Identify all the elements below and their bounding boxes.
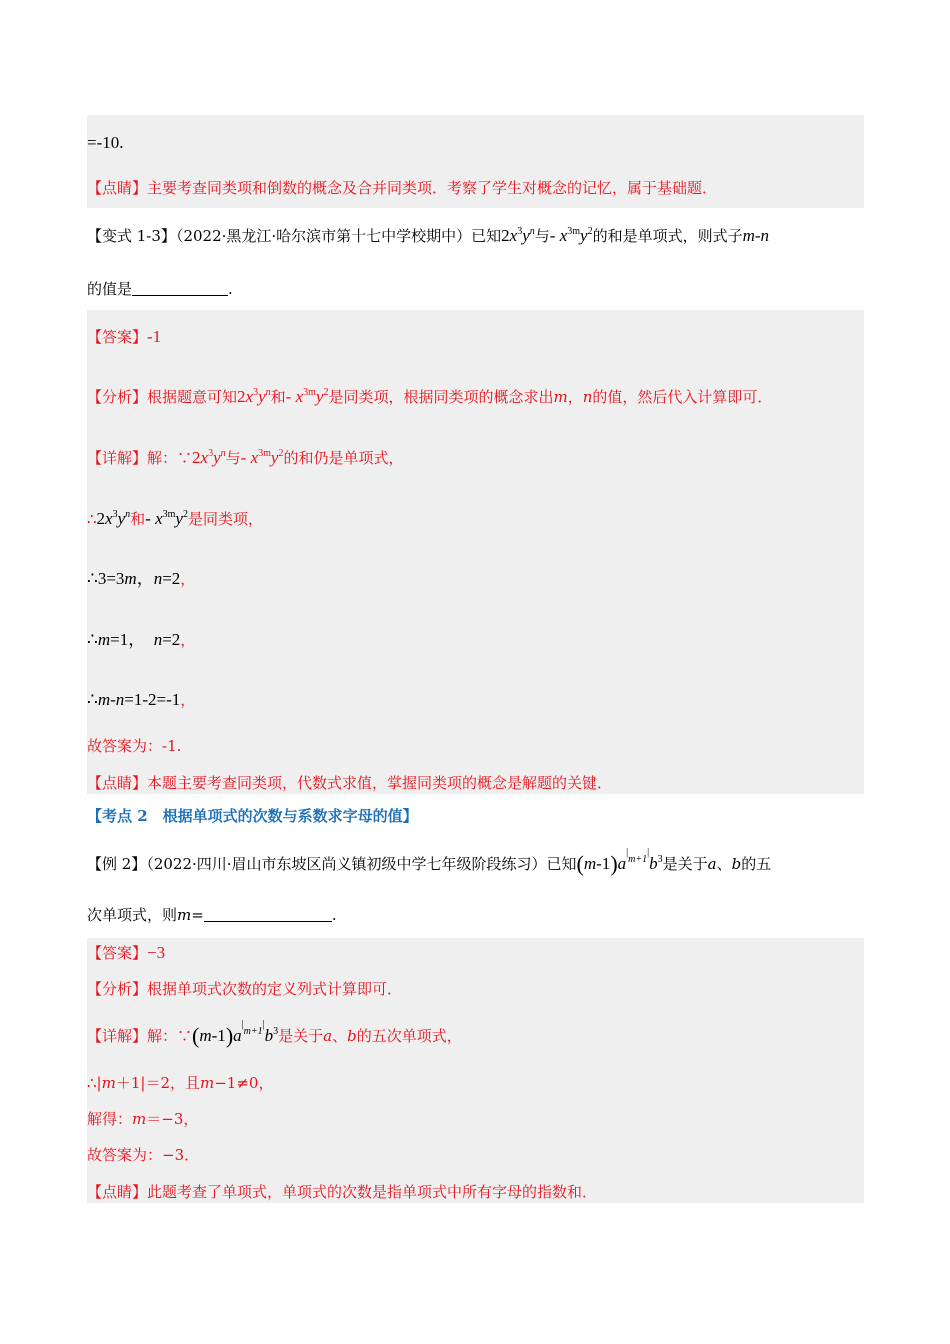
example-2-line2: 次单项式，则m= . xyxy=(87,906,337,924)
step-3: ∴m=1， n=2， xyxy=(87,630,196,649)
step-2: ∴3=3m，n=2， xyxy=(87,569,196,588)
final-answer-1-3: 故答案为：-1. xyxy=(87,737,182,755)
answer-2: 【答案】−3 xyxy=(87,943,166,962)
answer-1-3: 【答案】-1 xyxy=(87,327,162,346)
question-1-3-line1: 【变式 1-3】（2022·黑龙江·哈尔滨市第十七中学校期中）已知$2x^3y^n$与- $x^{3m}y^2$的和是单项式，则式子m-n xyxy=(87,226,770,245)
question-label: 【变式 1-3】 xyxy=(87,227,176,245)
section-heading-2: 【考点 2 根据单项式的次数与系数求字母的值】 xyxy=(87,807,418,825)
shaded-block-2 xyxy=(87,310,864,794)
answer-blank xyxy=(132,279,228,296)
shaded-block-3 xyxy=(87,938,864,1203)
dianjing-2: 【点睛】此题考查了单项式，单项式的次数是指单项式中所有字母的指数和． xyxy=(87,1183,598,1201)
result-line: =-10. xyxy=(87,133,124,152)
analysis-2: 【分析】根据单项式次数的定义列式计算即可． xyxy=(87,980,403,998)
example-2-line1: 【例 2】（2022·四川·眉山市东坡区尚义镇初级中学七年级阶段练习）已知$(m-1)a^{|m+1|}b^3$是关于a、b的五 xyxy=(87,847,772,876)
dianjing-1-3: 【点睛】本题主要考查同类项，代数式求值，掌握同类项的概念是解题的关键． xyxy=(87,774,613,792)
example-label: 【例 2】 xyxy=(87,855,147,873)
step-1: $\therefore 2x^3y^n$和- $x^{3m}y^2$是同类项， xyxy=(87,509,263,528)
final-answer-2: 故答案为：−3． xyxy=(87,1146,200,1164)
question-1-3-line2: 的值是 . xyxy=(87,280,233,298)
analysis-1-3: 【分析】根据题意可知$2x^3y^n$和- $x^{3m}y^2$是同类项，根据同类项的概念求出m，n的值，然后代入计算即可． xyxy=(87,387,773,406)
answer-blank xyxy=(204,905,332,922)
solution-2: 【详解】解：$\because(m-1)a^{|m+1|}b^3$是关于a、b的五次单项式， xyxy=(87,1019,462,1048)
step-2-2: 解得：m＝−3， xyxy=(87,1110,199,1128)
solution-1-3: 【详解】解：$\because 2x^3y^n$与- $x^{3m}y^2$的和仍是单项式， xyxy=(87,448,404,467)
dianjing-1: 【点睛】主要考查同类项和倒数的概念及合并同类项．考察了学生对概念的记忆，属于基础题． xyxy=(87,179,718,197)
step-4: ∴m-n=1-2=-1， xyxy=(87,690,196,709)
step-2-1: ∴|m＋1|＝2，且m−1≠0， xyxy=(87,1074,274,1092)
